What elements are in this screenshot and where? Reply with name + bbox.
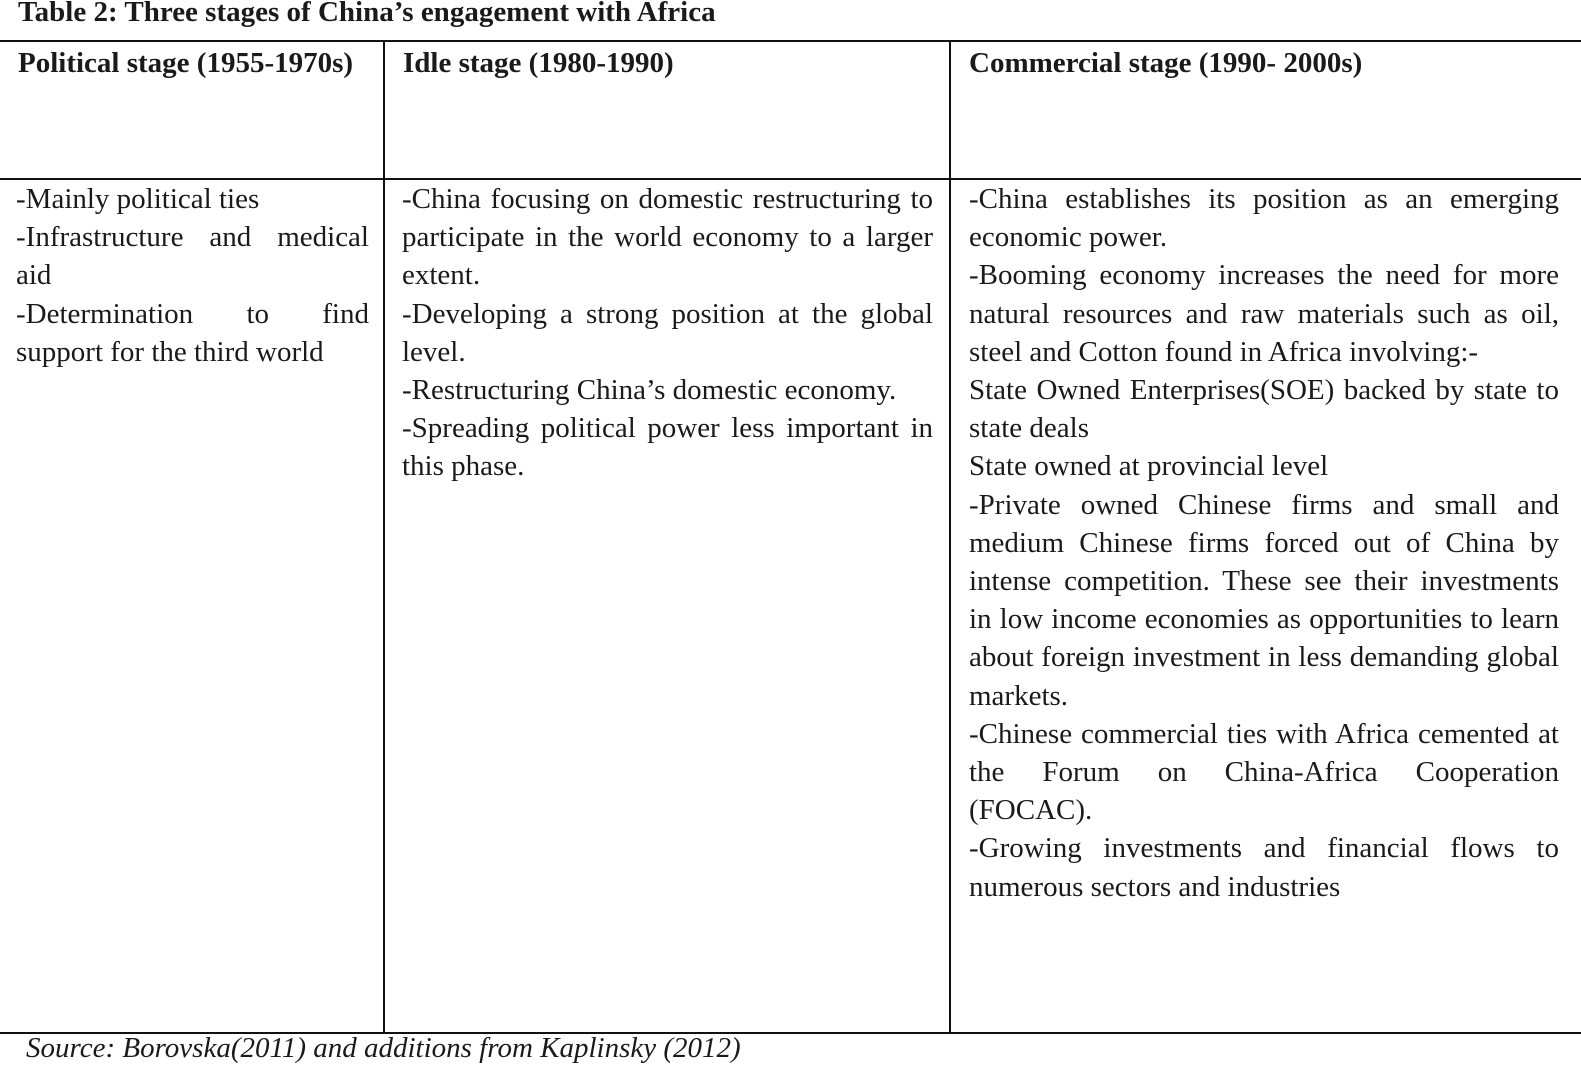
list-item: State owned at provincial level [969,450,1329,483]
commercial-stage-cell [950,179,1581,1033]
list-item: State Owned Enterprises(SOE) backed by state to state deals [969,374,1559,445]
list-item: -Mainly political ties [16,183,260,215]
header-row [0,41,1581,179]
political-stage-cell [0,179,384,1033]
header-political-stage: Political stage (1955-1970s) [0,41,384,179]
list-item: -Booming economy increases the need for more natural resources and raw materials such as oil, steel and Cotton found in Africa involving:- [969,259,1559,368]
table-caption: Table 2: Three stages of China’s engagement with Africa [18,0,716,28]
source-note: Source: Borovska(2011) and additions from Kaplinsky (2012) [26,1032,741,1064]
header-idle-stage: Idle stage (1980-1990) [384,41,950,179]
list-item: -Chinese commercial ties with Africa cemented at the Forum on China-Africa Cooperation (FOCAC). [969,717,1559,827]
stages-table [0,40,1581,1034]
list-item: -China establishes its position as an emerging economic power. [969,183,1559,254]
list-item: -Private owned Chinese firms and small and medium Chinese firms forced out of China by intense competition. These see their investments in low income economies as opportunities to learn about foreign investment in less demanding global markets. [969,488,1559,712]
list-item: -China focusing on domestic restructuring to participate in the world economy to a larger extent. [402,183,933,292]
list-item: -Determination to find support for the third world [16,297,369,368]
list-item: -Growing investments and financial flows to numerous sectors and industries [969,832,1559,903]
idle-stage-cell [384,179,950,1033]
header-commercial-stage: Commercial stage (1990- 2000s) [950,41,1581,179]
list-item: -Restructuring China’s domestic economy. [402,374,897,407]
list-item: -Infrastructure and medical aid [16,221,369,292]
list-item: -Developing a strong position at the global level. [402,297,933,368]
list-item: -Spreading political power less important in this phase. [402,412,933,483]
content-row [0,179,1581,1033]
